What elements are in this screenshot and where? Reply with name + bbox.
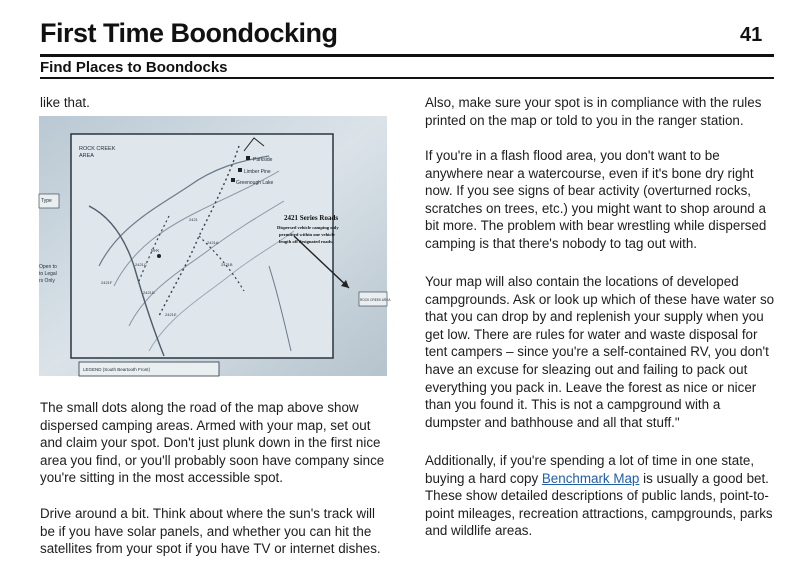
page-number: 41	[740, 24, 763, 46]
map-left-edge-label: Open to	[39, 264, 57, 270]
forest-map-photo	[39, 116, 391, 376]
map-road-label: 2421F	[101, 280, 113, 285]
section-subtitle: Find Places to Boondocks	[40, 59, 228, 76]
forest-map-drawing	[39, 116, 391, 376]
right-paragraph-2: If you're in a flash flood area, you don't want to be anywhere near a watercourse, even if it's bone dry right now. If you see signs of bear activity (overturned rocks, scratches on trees, etc.) you might want to shop around a bit more. The problem with bear wrestling while dispersed camping is that there's nobody to tag out with.	[425, 148, 767, 251]
map-legend-label: LEGEND (South Beartooth Front)	[83, 367, 151, 372]
right-paragraph-1: Also, make sure your spot is in compliance with the rules printed on the map or told to you in the ranger station.	[425, 95, 762, 128]
map-right-edge-label: ROCK CREEK AREA	[360, 298, 391, 302]
map-callout-title: 2421 Series Roads	[284, 214, 339, 222]
map-road-label: 2421E	[165, 312, 177, 317]
map-place-label: Greenough Lake	[236, 180, 274, 186]
map-place-label: Parkside	[253, 157, 273, 163]
map-road-label: 2421	[189, 217, 198, 222]
map-area-label: ROCK CREEK	[79, 146, 116, 152]
map-left-edge-label: to Legal	[39, 271, 57, 277]
benchmark-map-link[interactable]: Benchmark Map	[541, 470, 640, 486]
map-place-label: Limber Pine	[244, 169, 271, 175]
left-intro-text: like that.	[40, 95, 90, 110]
map-callout-line: length off designated roads.	[279, 239, 334, 244]
page-title: First Time Boondocking	[40, 18, 338, 48]
subtitle-rule	[40, 77, 774, 79]
map-road-label: 2421D	[143, 290, 155, 295]
right-paragraph-4	[425, 452, 777, 540]
title-rule	[40, 54, 774, 57]
left-paragraph-2: Drive around a bit. Think about where the sun's track will be if you have solar panels, and whether you can hit the satellites from your spot if you have TV or internet dishes.	[40, 506, 381, 557]
map-left-edge-label: Type	[41, 198, 52, 204]
map-left-edge-label: rs Only	[39, 278, 55, 284]
map-road-label: 2421B	[221, 262, 233, 267]
right-paragraph-3: Your map will also contain the locations of developed campgrounds. Ask or look up which of these have water so that you can drop by and replenish your supply when you get low. There are rules for water and waste disposal for tent campers – since you're a self-contained RV, you don't have an excuse for sleazing out and failing to pack out everything you pack in. Leave the forest as nice or nicer than you found it. This is not a campground with a dumpster and bathhouse and all that stuff."	[425, 274, 775, 430]
map-callout-line: Dispersed vehicle camping only	[277, 225, 339, 230]
paragraph-4-text-start: Additionally, if you're spending a lot of time in one state, buying a hard copy	[425, 453, 755, 486]
paragraph-4-text-end: is usually a good bet. These show detailed descriptions of public lands, point-to-point mileages, recreation attractions, campgrounds, parks and wildlife areas.	[425, 470, 773, 539]
map-callout-line: permitted within one vehicle	[279, 232, 335, 237]
left-paragraph-1: The small dots along the road of the map above show dispersed camping areas. Armed with your map, set out and claim your spot. Don't just plunk down in the first nice area you find, or you'll probably soon have company since you're sitting in the most accessible spot.	[40, 400, 385, 486]
map-road-label: 2421A	[207, 240, 219, 245]
map-area-label-2: AREA	[79, 153, 94, 159]
map-road-label: 2421C	[135, 262, 147, 267]
map-marker-label: M-K	[151, 248, 160, 253]
